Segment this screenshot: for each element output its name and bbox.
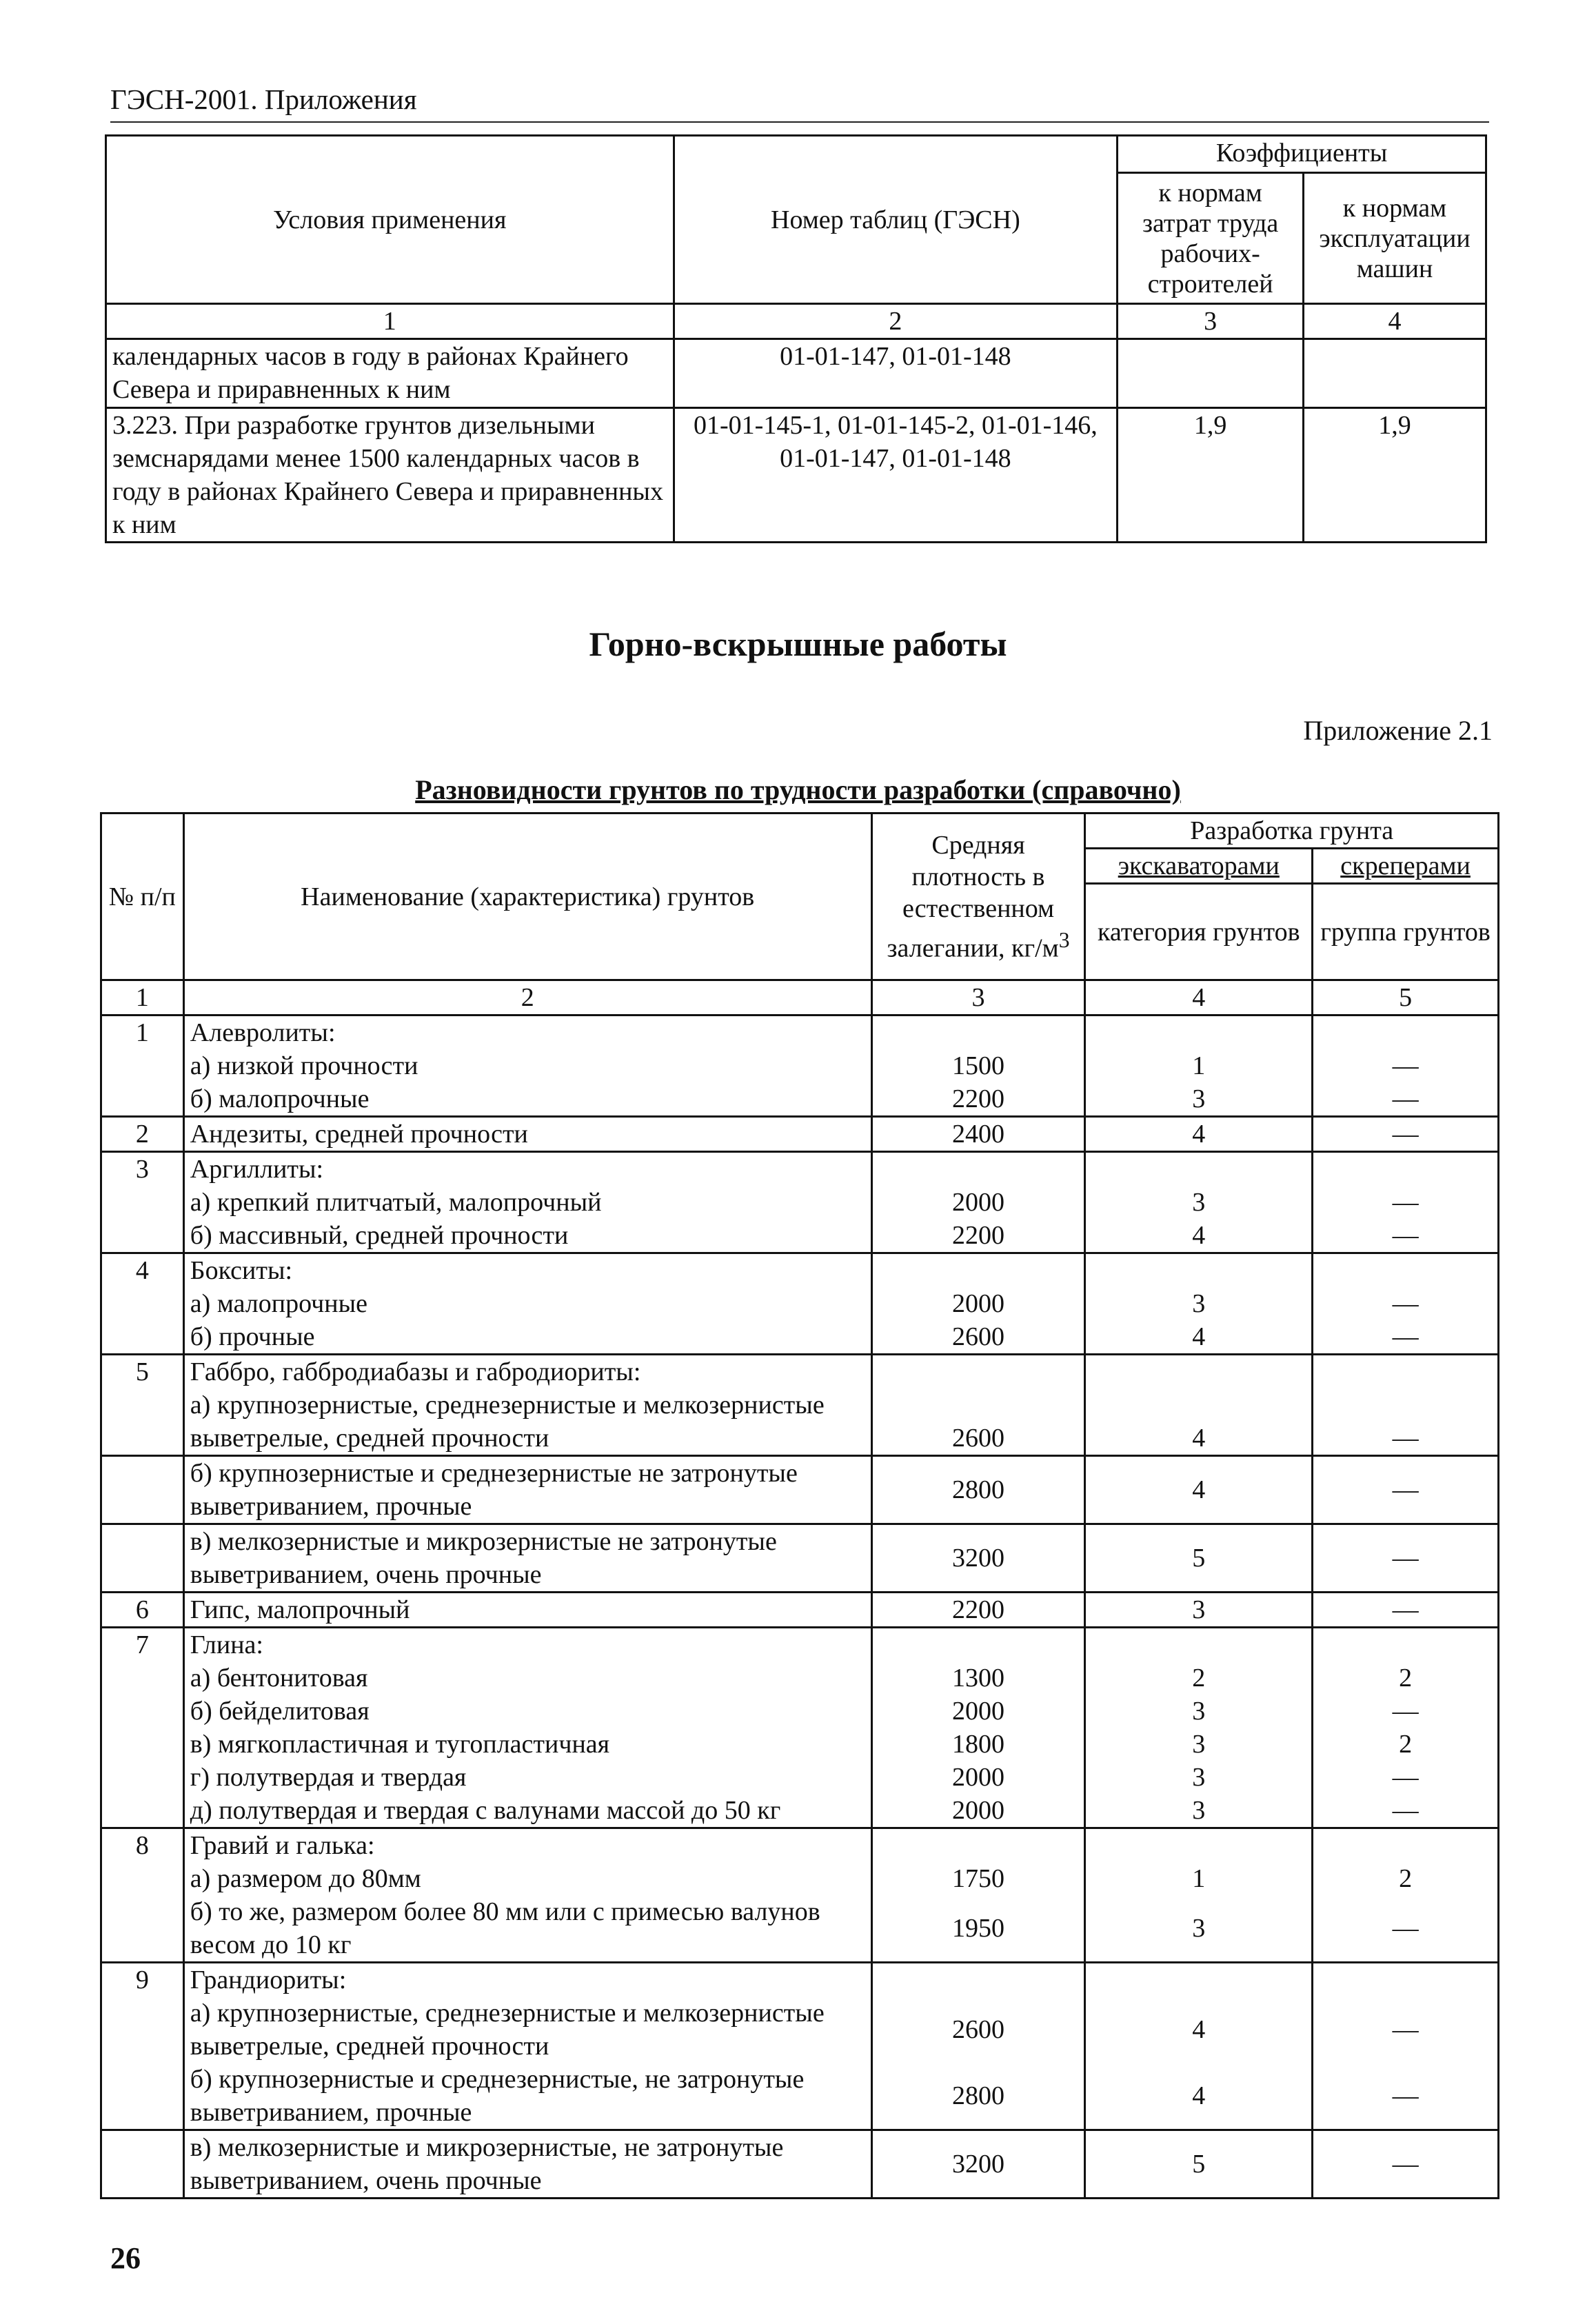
cell-num: 1 bbox=[101, 1016, 184, 1117]
item-name: в) мягкопластичная и тугопластичная bbox=[190, 1730, 610, 1759]
item-name: а) бентонитовая bbox=[190, 1664, 368, 1693]
item-density: 2000 bbox=[952, 1289, 1005, 1318]
cell-labor bbox=[1118, 339, 1304, 408]
item-category: 3 bbox=[1192, 1763, 1206, 1792]
item-group: — bbox=[1392, 1763, 1419, 1792]
group-title: Габбро, габбродиабазы и габродиориты: bbox=[190, 1357, 641, 1386]
cell-name: в) мелкозернистые и микрозернистые, не затронутые выветриванием, очень прочные bbox=[183, 2130, 871, 2199]
cell-labor: 1,9 bbox=[1118, 408, 1304, 543]
item-group: 2 bbox=[1399, 1664, 1413, 1693]
cell-group bbox=[1313, 1253, 1499, 1355]
item-category: 4 bbox=[1192, 1322, 1206, 1351]
group-title: Грандиориты: bbox=[190, 1966, 347, 1994]
th-category: категория грунтов bbox=[1085, 884, 1313, 980]
cell-machines: 1,9 bbox=[1304, 408, 1486, 543]
item-name: а) малопрочные bbox=[190, 1289, 367, 1318]
item-category: 3 bbox=[1192, 1796, 1206, 1825]
th-density bbox=[871, 814, 1085, 980]
cell-num: 7 bbox=[101, 1628, 184, 1828]
th-name: Наименование (характеристика) грунтов bbox=[183, 814, 871, 980]
item-category: 3 bbox=[1192, 1084, 1206, 1113]
cell-name bbox=[183, 1152, 871, 1253]
header-rule bbox=[110, 121, 1489, 123]
item-group: — bbox=[1392, 1084, 1419, 1113]
cell-num: 6 bbox=[101, 1593, 184, 1628]
table-row bbox=[101, 1152, 1499, 1253]
item-density: 2600 bbox=[952, 2015, 1005, 2044]
th-density-text: Средняя плотность в естественном залегании, кг/м bbox=[887, 830, 1059, 963]
cell-name bbox=[183, 1828, 871, 1963]
item-density: 2000 bbox=[952, 1188, 1005, 1217]
th-scrapers bbox=[1313, 849, 1499, 884]
cell-density: 3200 bbox=[871, 1524, 1085, 1593]
item-group: — bbox=[1392, 1289, 1419, 1318]
item-group: — bbox=[1392, 1221, 1419, 1250]
cell-category: 4 bbox=[1085, 1355, 1313, 1456]
running-header: ГЭСН-2001. Приложения bbox=[110, 83, 417, 115]
th-labor: к нормам затрат труда рабочих-строителей bbox=[1118, 173, 1304, 304]
cell-num bbox=[101, 1524, 184, 1593]
section-title: Горно-вскрышные работы bbox=[589, 625, 1007, 663]
col-num: 1 bbox=[101, 980, 184, 1016]
item-density: 2000 bbox=[952, 1796, 1005, 1825]
item-category: 4 bbox=[1192, 1221, 1206, 1250]
cell-density: 2200 bbox=[871, 1593, 1085, 1628]
col-num: 1 bbox=[106, 304, 674, 339]
cell-name bbox=[183, 1963, 871, 2130]
table-row bbox=[106, 339, 1486, 408]
cell-density bbox=[871, 1963, 1085, 2130]
table-row bbox=[101, 1828, 1499, 1963]
cell-density bbox=[871, 1828, 1085, 1963]
cell-group bbox=[1313, 1828, 1499, 1963]
coefficients-table bbox=[105, 134, 1487, 543]
item-group: 2 bbox=[1399, 1730, 1413, 1759]
th-development: Разработка грунта bbox=[1085, 814, 1499, 849]
group-title: Гравий и галька: bbox=[190, 1831, 375, 1860]
cell-name bbox=[183, 1628, 871, 1828]
cell-category bbox=[1085, 1016, 1313, 1117]
cell-num: 9 bbox=[101, 1963, 184, 2130]
th-machines: к нормам эксплуатации машин bbox=[1304, 173, 1486, 304]
item-density: 1500 bbox=[952, 1051, 1005, 1080]
item-density: 1950 bbox=[952, 1914, 1005, 1943]
table-row bbox=[101, 1593, 1499, 1628]
group-title: Бокситы: bbox=[190, 1256, 293, 1285]
table-caption bbox=[0, 774, 1596, 806]
cell-group: — bbox=[1313, 2130, 1499, 2199]
item-name: а) крупнозернистые, среднезернистые и мелкозернистые выветрелые, средней прочности bbox=[190, 1391, 825, 1453]
cell-condition: 3.223. При разработке грунтов дизельными земснарядами менее 1500 календарных часов в году в районах Крайнего Севера и приравненных к ним bbox=[106, 408, 674, 543]
item-name: б) прочные bbox=[190, 1322, 315, 1351]
item-name: б) крупнозернистые и среднезернистые, не затронутые выветриванием, прочные bbox=[190, 2065, 805, 2127]
group-title: Алевролиты: bbox=[190, 1018, 336, 1047]
cell-name: Гипс, малопрочный bbox=[183, 1593, 871, 1628]
item-category: 3 bbox=[1192, 1697, 1206, 1726]
item-density: 1300 bbox=[952, 1664, 1005, 1693]
item-name: б) массивный, средней прочности bbox=[190, 1221, 569, 1250]
cell-group: — bbox=[1313, 1593, 1499, 1628]
cell-tables: 01-01-147, 01-01-148 bbox=[674, 339, 1118, 408]
col-num: 3 bbox=[871, 980, 1085, 1016]
cell-name: б) крупнозернистые и среднезернистые не затронутые выветриванием, прочные bbox=[183, 1456, 871, 1524]
table-row bbox=[101, 2130, 1499, 2199]
item-category: 3 bbox=[1192, 1289, 1206, 1318]
cell-condition: календарных часов в году в районах Крайнего Севера и приравненных к ним bbox=[106, 339, 674, 408]
cell-num: 2 bbox=[101, 1117, 184, 1152]
cell-category bbox=[1085, 1963, 1313, 2130]
item-category: 1 bbox=[1192, 1051, 1206, 1080]
cell-name: в) мелкозернистые и микрозернистые не затронутые выветриванием, очень прочные bbox=[183, 1524, 871, 1593]
item-density: 2200 bbox=[952, 1221, 1005, 1250]
item-name: а) размером до 80мм bbox=[190, 1864, 421, 1893]
item-density: 1800 bbox=[952, 1730, 1005, 1759]
th-table-numbers: Номер таблиц (ГЭСН) bbox=[674, 136, 1118, 304]
cell-category: 5 bbox=[1085, 2130, 1313, 2199]
item-density: 2000 bbox=[952, 1763, 1005, 1792]
th-excavators-text: экскаваторами bbox=[1118, 851, 1280, 880]
cell-group: — bbox=[1313, 1117, 1499, 1152]
th-excavators bbox=[1085, 849, 1313, 884]
table-row bbox=[101, 1016, 1499, 1117]
cell-category: 4 bbox=[1085, 1456, 1313, 1524]
appendix-label: Приложение 2.1 bbox=[1303, 715, 1493, 746]
group-title: Глина: bbox=[190, 1630, 263, 1659]
table-row bbox=[101, 1524, 1499, 1593]
item-name: д) полутвердая и твердая с валунами массой до 50 кг bbox=[190, 1796, 781, 1825]
item-name: б) малопрочные bbox=[190, 1084, 370, 1113]
item-category: 2 bbox=[1192, 1664, 1206, 1693]
item-density: 1750 bbox=[952, 1864, 1005, 1893]
item-category: 1 bbox=[1192, 1864, 1206, 1893]
item-density: 2800 bbox=[952, 2081, 1005, 2110]
item-category: 3 bbox=[1192, 1730, 1206, 1759]
col-num: 2 bbox=[183, 980, 871, 1016]
cell-num: 5 bbox=[101, 1355, 184, 1456]
cell-group bbox=[1313, 1963, 1499, 2130]
cell-category: 5 bbox=[1085, 1524, 1313, 1593]
cell-density: 2600 bbox=[871, 1355, 1085, 1456]
cell-group bbox=[1313, 1016, 1499, 1117]
item-group: — bbox=[1392, 1051, 1419, 1080]
item-density: 2000 bbox=[952, 1697, 1005, 1726]
item-group: — bbox=[1392, 2081, 1419, 2110]
soil-table bbox=[100, 812, 1499, 2199]
cell-category: 4 bbox=[1085, 1117, 1313, 1152]
col-num: 2 bbox=[674, 304, 1118, 339]
cell-category bbox=[1085, 1628, 1313, 1828]
table-row bbox=[101, 1253, 1499, 1355]
cell-tables: 01-01-145-1, 01-01-145-2, 01-01-146, 01-01-147, 01-01-148 bbox=[674, 408, 1118, 543]
item-name: б) бейделитовая bbox=[190, 1697, 370, 1726]
item-density: 2200 bbox=[952, 1084, 1005, 1113]
th-group: группа грунтов bbox=[1313, 884, 1499, 980]
cell-num: 3 bbox=[101, 1152, 184, 1253]
item-category: 3 bbox=[1192, 1188, 1206, 1217]
item-group: — bbox=[1392, 1322, 1419, 1351]
item-name: б) то же, размером более 80 мм или с примесью валунов весом до 10 кг bbox=[190, 1897, 820, 1959]
item-category: 4 bbox=[1192, 2015, 1206, 2044]
table-row bbox=[101, 1628, 1499, 1828]
cell-group: — bbox=[1313, 1456, 1499, 1524]
item-name: а) крепкий плитчатый, малопрочный bbox=[190, 1188, 602, 1217]
cell-category bbox=[1085, 1152, 1313, 1253]
item-name: а) крупнозернистые, среднезернистые и мелкозернистые выветрелые, средней прочности bbox=[190, 1999, 825, 2061]
item-name: а) низкой прочности bbox=[190, 1051, 418, 1080]
cell-name bbox=[183, 1016, 871, 1117]
item-category: 4 bbox=[1192, 2081, 1206, 2110]
cell-density: 2400 bbox=[871, 1117, 1085, 1152]
col-num: 4 bbox=[1085, 980, 1313, 1016]
item-group: — bbox=[1392, 1188, 1419, 1217]
table-row bbox=[101, 1117, 1499, 1152]
cell-group bbox=[1313, 1628, 1499, 1828]
cell-num bbox=[101, 2130, 184, 2199]
group-title: Аргиллиты: bbox=[190, 1155, 324, 1184]
col-num: 5 bbox=[1313, 980, 1499, 1016]
cell-density: 2800 bbox=[871, 1456, 1085, 1524]
page-number: 26 bbox=[110, 2241, 141, 2275]
table-row bbox=[101, 1355, 1499, 1456]
cell-num: 8 bbox=[101, 1828, 184, 1963]
item-density: 2600 bbox=[952, 1322, 1005, 1351]
cell-name: Андезиты, средней прочности bbox=[183, 1117, 871, 1152]
cell-density bbox=[871, 1628, 1085, 1828]
cell-category bbox=[1085, 1828, 1313, 1963]
cell-name bbox=[183, 1253, 871, 1355]
col-num: 4 bbox=[1304, 304, 1486, 339]
item-group: — bbox=[1392, 2015, 1419, 2044]
th-conditions: Условия применения bbox=[106, 136, 674, 304]
cell-group: — bbox=[1313, 1524, 1499, 1593]
cell-category: 3 bbox=[1085, 1593, 1313, 1628]
item-group: 2 bbox=[1399, 1864, 1413, 1893]
item-group: — bbox=[1392, 1914, 1419, 1943]
item-category: 3 bbox=[1192, 1914, 1206, 1943]
item-group: — bbox=[1392, 1796, 1419, 1825]
cell-name bbox=[183, 1355, 871, 1456]
th-coefficients: Коэффициенты bbox=[1118, 136, 1486, 173]
th-num: № п/п bbox=[101, 814, 184, 980]
caption-text: Разновидности грунтов по трудности разработки (справочно) bbox=[415, 774, 1181, 805]
cell-num bbox=[101, 1456, 184, 1524]
cell-category bbox=[1085, 1253, 1313, 1355]
cell-machines bbox=[1304, 339, 1486, 408]
item-name: г) полутвердая и твердая bbox=[190, 1763, 467, 1792]
table-row bbox=[101, 1456, 1499, 1524]
cell-density bbox=[871, 1016, 1085, 1117]
cell-density bbox=[871, 1253, 1085, 1355]
cell-density: 3200 bbox=[871, 2130, 1085, 2199]
cell-density bbox=[871, 1152, 1085, 1253]
col-num: 3 bbox=[1118, 304, 1304, 339]
cell-num: 4 bbox=[101, 1253, 184, 1355]
table-row bbox=[106, 408, 1486, 543]
cell-group bbox=[1313, 1152, 1499, 1253]
cell-group: — bbox=[1313, 1355, 1499, 1456]
th-density-sup: 3 bbox=[1058, 927, 1070, 952]
item-group: — bbox=[1392, 1697, 1419, 1726]
table-row bbox=[101, 1963, 1499, 2130]
th-scrapers-text: скреперами bbox=[1340, 851, 1471, 880]
